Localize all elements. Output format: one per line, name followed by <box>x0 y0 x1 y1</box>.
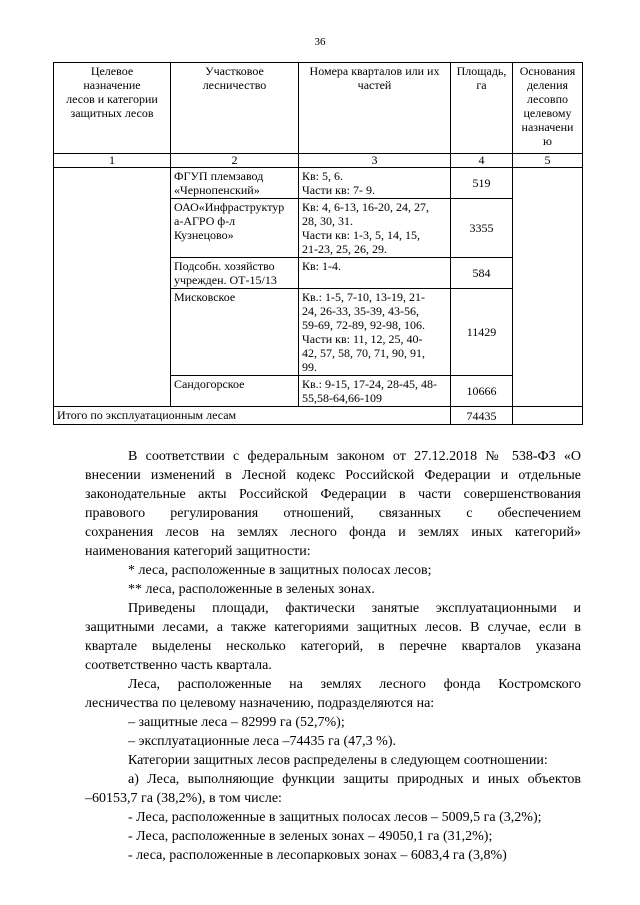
body-line: соответственно часть квартала. <box>85 658 272 673</box>
quarters-cell <box>299 258 451 289</box>
body-line: – эксплуатационные леса –74435 га (47,3 %). <box>128 734 397 749</box>
quarters-cell <box>299 376 451 407</box>
text-line: целевому <box>523 106 572 120</box>
text-line: 99. <box>302 360 317 374</box>
header-area <box>451 63 513 154</box>
total-basis-cell <box>513 407 583 425</box>
area-cell: 519 <box>451 168 513 199</box>
forestry-cell <box>171 376 299 407</box>
header-target-purpose <box>54 63 171 154</box>
body-line: Категории защитных лесов распределены в следующем соотношении: <box>128 753 548 768</box>
body-line: Леса, расположенные на землях лесного фонда Костромского <box>128 677 581 692</box>
column-number: 2 <box>171 154 299 168</box>
text-line: Целевое <box>90 64 134 78</box>
text-line: Части кв: 7- 9. <box>302 183 375 197</box>
text-line: Кв.: 9-15, 17-24, 28-45, 48- <box>302 377 437 391</box>
body-text <box>85 447 581 865</box>
body-line: В соответствии с федеральным законом от 27.12.2018 № 538-ФЗ «О <box>128 449 581 464</box>
quarters-cell <box>299 168 451 199</box>
body-line: защитными лесами, а также категориями защитных лесов. В случае, если в <box>85 620 581 635</box>
text-line: Кв.: 1-5, 7-10, 13-19, 21- <box>302 290 425 304</box>
body-line: наименования категорий защитности: <box>85 544 311 559</box>
text-line: «Чернопенский» <box>174 183 260 197</box>
text-line: га <box>476 78 487 92</box>
body-line: – защитные леса – 82999 га (52,7%); <box>128 715 345 730</box>
body-line: * леса, расположенные в защитных полосах лесов; <box>128 563 432 578</box>
column-number: 3 <box>299 154 451 168</box>
body-line: внесении изменений в Лесной кодекс Российской Федерации и отдельные <box>85 468 581 483</box>
text-line: защитных лесов <box>70 106 154 120</box>
text-line: лесничество <box>202 78 267 92</box>
area-cell: 584 <box>451 258 513 289</box>
column-number: 4 <box>451 154 513 168</box>
text-line: 24, 26-33, 35-39, 43-56, <box>302 304 419 318</box>
column-number-row <box>54 154 583 168</box>
text-line: назначение <box>83 78 141 92</box>
table-header-row <box>54 63 583 154</box>
body-line: лесничества по целевому назначению, подразделяются на: <box>85 696 435 711</box>
body-line: - Леса, расположенные в защитных полосах лесов – 5009,5 га (3,2%); <box>128 810 542 825</box>
column-number: 5 <box>513 154 583 168</box>
body-line: ** леса, расположенные в зеленых зонах. <box>128 582 375 597</box>
text-line: 21-23, 25, 26, 29. <box>302 242 387 256</box>
text-line: Части кв: 11, 12, 25, 40- <box>302 332 423 346</box>
forestry-cell <box>171 258 299 289</box>
body-line: - Леса, расположенные в зеленых зонах – 49050,1 га (31,2%); <box>128 829 493 844</box>
text-line: назначени <box>521 120 574 134</box>
forest-purpose-table <box>53 62 583 425</box>
body-line: сохранения лесов на землях лесного фонда и землях иных категорий» <box>85 525 581 540</box>
text-line: Основания <box>519 64 576 78</box>
text-line: Кузнецово» <box>174 228 234 242</box>
text-line: учрежден. ОТ-15/13 <box>174 273 277 287</box>
text-line: 28, 30, 31. <box>302 214 353 228</box>
text-line: частей <box>357 78 392 92</box>
area-cell: 10666 <box>451 376 513 407</box>
text-line: деления <box>526 78 569 92</box>
text-line: лесовпо <box>526 92 569 106</box>
body-line: Приведены площади, фактически занятые эксплуатационными и <box>128 601 581 616</box>
quarters-cell <box>299 199 451 258</box>
column-number: 1 <box>54 154 171 168</box>
text-line: Части кв: 1-3, 5, 14, 15, <box>302 228 420 242</box>
text-line: 55,58-64,66-109 <box>302 391 382 405</box>
text-line: Участковое <box>205 64 264 78</box>
text-line: Номера кварталов или их <box>309 64 440 78</box>
header-forestry <box>171 63 299 154</box>
text-line: Площадь, <box>456 64 507 78</box>
header-basis <box>513 63 583 154</box>
body-line: –60153,7 га (38,2%), в том числе: <box>85 791 282 806</box>
body-line: законодательные акты Российской Федерации в части совершенствования <box>85 487 581 502</box>
body-line: правового регулирования отношений, связанных с обеспечением <box>85 506 581 521</box>
text-line: ФГУП племзавод <box>174 169 264 183</box>
page-number: 36 <box>314 36 326 48</box>
body-line: - леса, расположенные в лесопарковых зонах – 6083,4 га (3,8%) <box>128 848 507 863</box>
text-line: а-АГРО ф-л <box>174 214 236 228</box>
total-label: Итого по эксплуатационным лесам <box>54 407 451 425</box>
area-cell: 11429 <box>451 289 513 376</box>
text-line: ю <box>543 134 552 148</box>
text-line: ОАО«Инфраструктур <box>174 200 285 214</box>
header-quarters <box>299 63 451 154</box>
text-line: Кв: 4, 6-13, 16-20, 24, 27, <box>302 200 429 214</box>
forestry-cell <box>171 199 299 258</box>
table-row <box>54 168 583 199</box>
total-row <box>54 407 583 425</box>
area-cell: 3355 <box>451 199 513 258</box>
body-line: а) Леса, выполняющие функции защиты природных и иных объектов <box>128 772 581 787</box>
text-line: лесов и категории <box>66 92 158 106</box>
forestry-cell <box>171 289 299 376</box>
body-line: квартале выделены несколько категорий, в перечне кварталов указана <box>85 639 581 654</box>
text-line: Кв: 1-4. <box>302 259 341 273</box>
text-line: Мисковское <box>174 290 236 304</box>
basis-cell <box>513 168 583 407</box>
text-line: Сандогорское <box>174 377 245 391</box>
text-line: Кв: 5, 6. <box>302 169 344 183</box>
purpose-cell <box>54 168 171 407</box>
total-value: 74435 <box>451 407 513 425</box>
quarters-cell <box>299 289 451 376</box>
text-line: 42, 57, 58, 70, 71, 90, 91, <box>302 346 425 360</box>
text-line: 59-69, 72-89, 92-98, 106. <box>302 318 425 332</box>
forestry-cell <box>171 168 299 199</box>
text-line: Подсобн. хозяйство <box>174 259 275 273</box>
